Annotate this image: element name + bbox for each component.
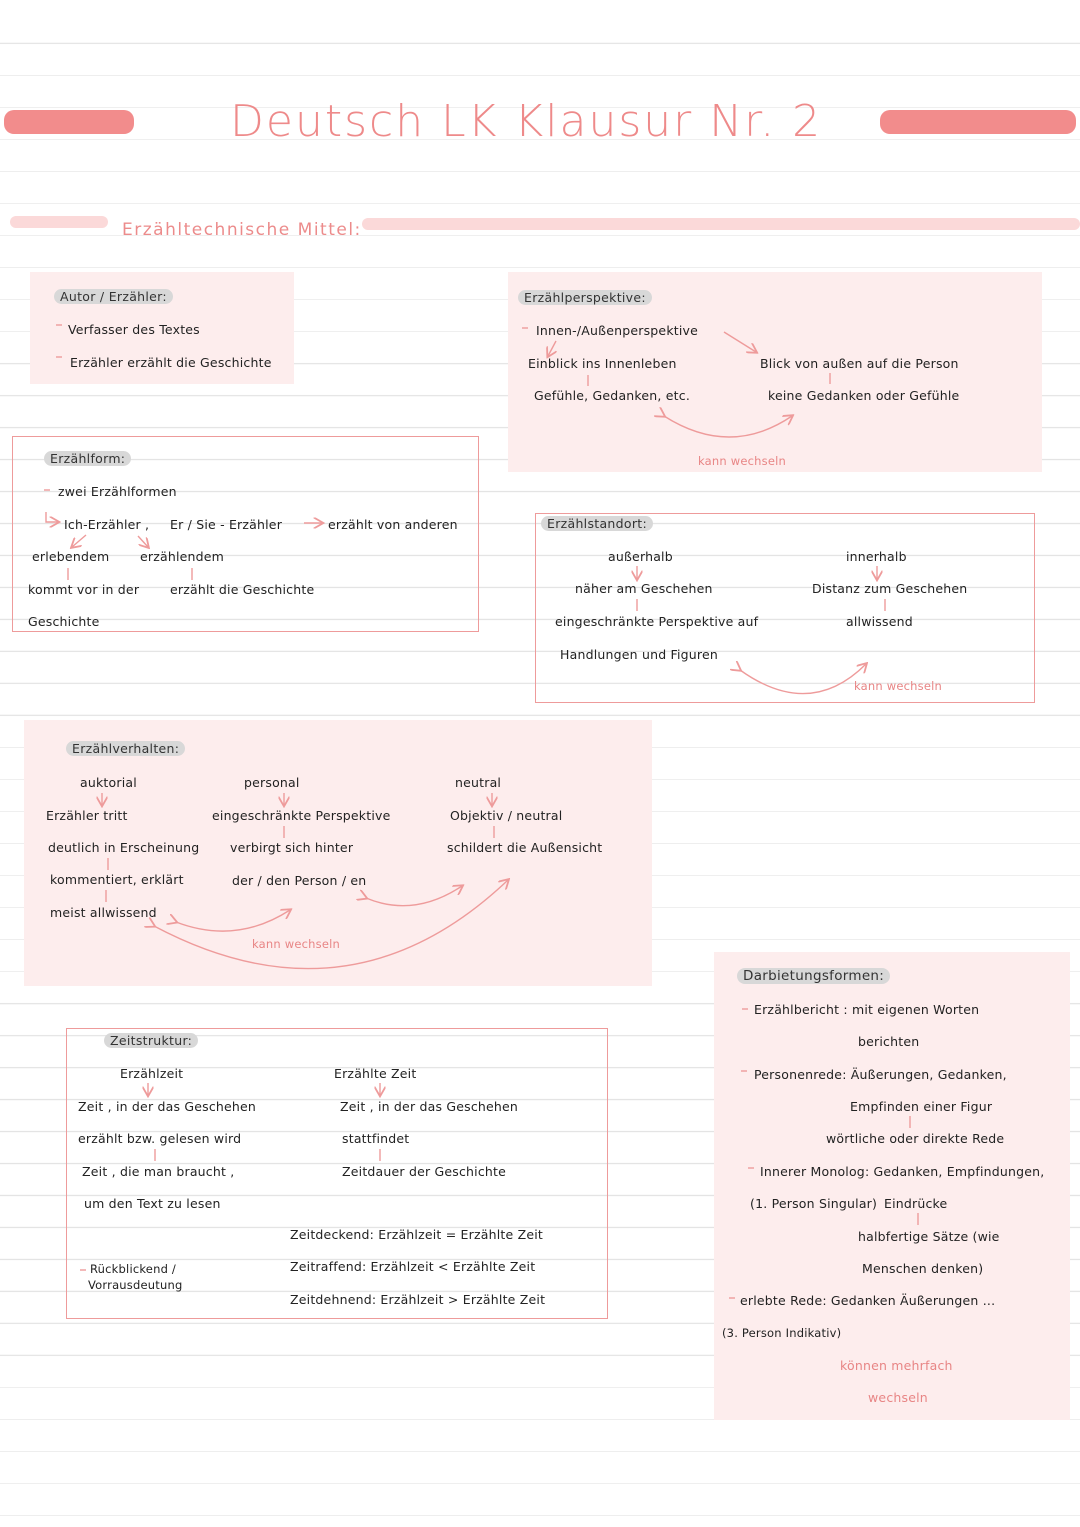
verhalten-heading: Erzählverhalten:: [66, 741, 185, 756]
darbietung-l3: Personenrede: Äußerungen, Gedanken,: [754, 1067, 1007, 1082]
erzaehlform-ich: Ich-Erzähler ,: [64, 517, 150, 532]
erzaehlform-erzaehlend: erzählendem: [140, 549, 225, 564]
darbietung-l2: berichten: [858, 1034, 920, 1049]
verhalten-c2-2: verbirgt sich hinter: [230, 840, 354, 855]
darbietung-l12: können mehrfach: [840, 1358, 953, 1373]
zeit-c2-3: Zeitdauer der Geschichte: [342, 1164, 507, 1179]
darbietung-heading: Darbietungsformen:: [737, 968, 890, 984]
standort-wechsel: kann wechseln: [854, 679, 942, 693]
verhalten-wechsel: kann wechseln: [252, 937, 340, 951]
zeit-c2-2: stattfindet: [342, 1131, 410, 1146]
verhalten-c1-1: Erzähler tritt: [46, 808, 128, 823]
zeit-c1-2: erzählt bzw. gelesen wird: [78, 1131, 242, 1146]
darbietung-l13: wechseln: [868, 1390, 928, 1405]
standort-a3: eingeschränkte Perspektive auf: [555, 614, 759, 629]
perspektive-right1: Blick von außen auf die Person: [760, 356, 959, 371]
standort-a1: außerhalb: [608, 549, 673, 564]
verhalten-c2-0: personal: [244, 775, 300, 790]
erzaehlform-erzaehlt: erzählt die Geschichte: [170, 582, 315, 597]
erzaehlform-geschichte: Geschichte: [28, 614, 100, 629]
zeit-r3: Zeitdehnend: Erzählzeit > Erzählte Zeit: [290, 1292, 546, 1307]
standort-a2: näher am Geschehen: [575, 581, 713, 596]
darbietung-l8: halbfertige Sätze (wie: [858, 1229, 1000, 1244]
verhalten-c2-3: der / den Person / en: [232, 873, 367, 888]
erzaehlform-ersie: Er / Sie - Erzähler: [170, 517, 283, 532]
erzaehlform-erlebend: erlebendem: [32, 549, 110, 564]
erzaehlform-heading: Erzählform:: [44, 451, 131, 466]
zeit-c1-4: um den Text zu lesen: [84, 1196, 221, 1211]
darbietung-l6: Innerer Monolog: Gedanken, Empfindungen,: [760, 1164, 1045, 1179]
erzaehlform-kommt: kommt vor in der: [28, 582, 140, 597]
darbietung-l9: Menschen denken): [862, 1261, 984, 1276]
darbietung-l7b: Eindrücke: [884, 1196, 948, 1211]
verhalten-c3-0: neutral: [455, 775, 502, 790]
erzaehlform-line1: zwei Erzählformen: [58, 484, 177, 499]
verhalten-c3-2: schildert die Außensicht: [447, 840, 603, 855]
perspektive-left1: Einblick ins Innenleben: [528, 356, 677, 371]
perspektive-heading: Erzählperspektive:: [518, 290, 652, 305]
zeit-c2-0: Erzählte Zeit: [334, 1066, 417, 1081]
verhalten-c3-1: Objektiv / neutral: [450, 808, 563, 823]
section-subtitle: Erzähltechnische Mittel:: [122, 220, 362, 240]
standort-b2: Distanz zum Geschehen: [812, 581, 968, 596]
verhalten-c1-2: deutlich in Erscheinung: [48, 840, 200, 855]
zeit-c1-0: Erzählzeit: [120, 1066, 184, 1081]
zeit-r2: Zeitraffend: Erzählzeit < Erzählte Zeit: [290, 1259, 536, 1274]
zeit-rueck2: Vorrausdeutung: [88, 1278, 183, 1292]
darbietung-l5: wörtliche oder direkte Rede: [826, 1131, 1005, 1146]
zeit-heading: Zeitstruktur:: [104, 1033, 198, 1048]
darbietung-l7a: (1. Person Singular): [750, 1196, 878, 1211]
autor-item-2: Erzähler erzählt die Geschichte: [70, 355, 272, 370]
standort-a4: Handlungen und Figuren: [560, 647, 718, 662]
perspektive-line1: Innen-/Außenperspektive: [536, 323, 699, 338]
darbietung-l10: erlebte Rede: Gedanken Äußerungen ...: [740, 1293, 996, 1308]
zeit-rueck1: Rückblickend /: [90, 1262, 177, 1276]
erzaehlform-anderen: erzählt von anderen: [328, 517, 458, 532]
perspektive-left2: Gefühle, Gedanken, etc.: [534, 388, 691, 403]
darbietung-l4: Empfinden einer Figur: [850, 1099, 993, 1114]
zeit-r1: Zeitdeckend: Erzählzeit = Erzählte Zeit: [290, 1227, 543, 1242]
zeit-c1-3: Zeit , die man braucht ,: [82, 1164, 235, 1179]
verhalten-c1-0: auktorial: [80, 775, 137, 790]
page-title: Deutsch LK Klausur Nr. 2: [230, 96, 823, 147]
darbietung-l11: (3. Person Indikativ): [722, 1326, 842, 1340]
standort-heading: Erzählstandort:: [541, 516, 653, 531]
zeit-c2-1: Zeit , in der das Geschehen: [340, 1099, 519, 1114]
zeit-c1-1: Zeit , in der das Geschehen: [78, 1099, 257, 1114]
perspektive-wechsel: kann wechseln: [698, 454, 786, 468]
verhalten-c1-3: kommentiert, erklärt: [50, 872, 184, 887]
standort-b1: innerhalb: [846, 549, 907, 564]
perspektive-right2: keine Gedanken oder Gefühle: [768, 388, 960, 403]
verhalten-c1-4: meist allwissend: [50, 905, 157, 920]
autor-heading: Autor / Erzähler:: [54, 289, 173, 304]
standort-b3: allwissend: [846, 614, 913, 629]
autor-item-1: Verfasser des Textes: [68, 322, 200, 337]
verhalten-c2-1: eingeschränkte Perspektive: [212, 808, 391, 823]
darbietung-l1: Erzählbericht : mit eigenen Worten: [754, 1002, 980, 1017]
